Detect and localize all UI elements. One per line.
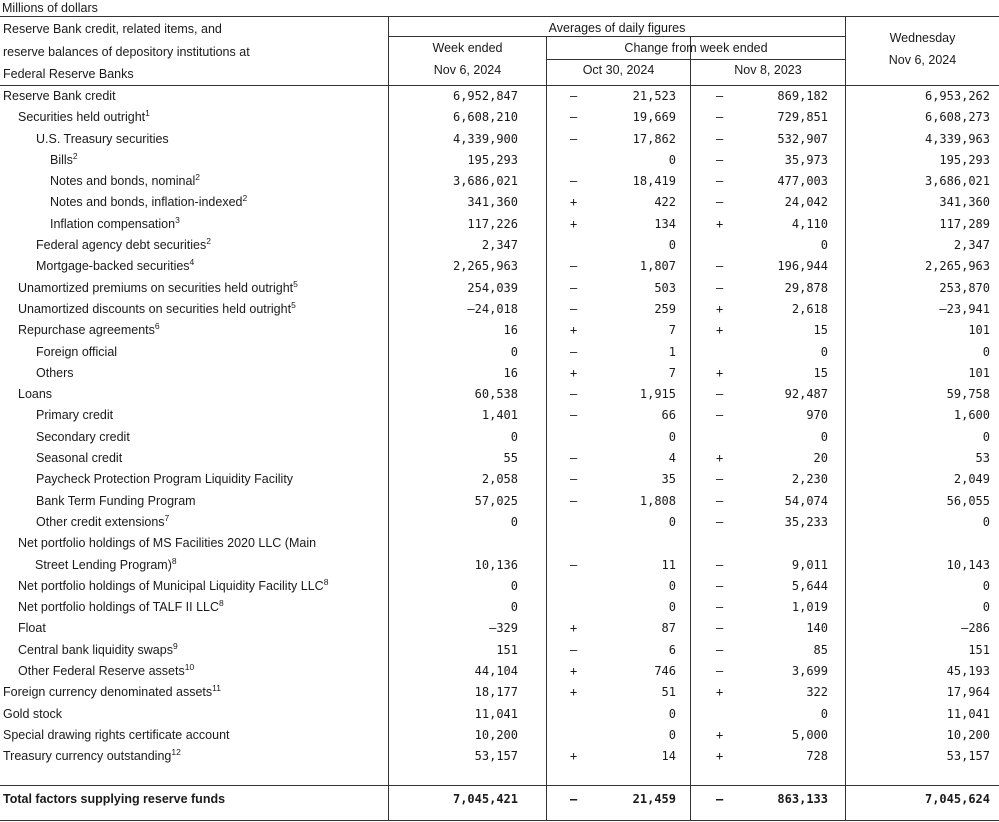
cell-sign-oct30: – bbox=[570, 89, 578, 103]
row-label: Notes and bonds, nominal$^2$ bbox=[50, 172, 200, 189]
footnote-marker: 7 bbox=[164, 512, 170, 523]
cell-change-nov8: 5,644 bbox=[791, 578, 828, 593]
cell-sign-oct30: – bbox=[570, 301, 578, 316]
cell-wednesday: 253,870 bbox=[939, 280, 990, 295]
row-label: Securities held outright$^1$ bbox=[18, 108, 150, 125]
column-header-wednesday: Wednesday bbox=[889, 31, 956, 45]
cell-sign-oct30: + bbox=[570, 685, 578, 700]
cell-change-oct30: 7 bbox=[668, 365, 676, 380]
cell-wednesday: 101 bbox=[968, 323, 990, 338]
table-row bbox=[0, 725, 999, 746]
cell-change-oct30: 746 bbox=[654, 664, 676, 679]
table-row bbox=[0, 86, 999, 107]
cell-wednesday: 53,157 bbox=[946, 749, 990, 764]
cell-wednesday: 195,293 bbox=[939, 152, 990, 167]
cell-change-nov8: 0 bbox=[820, 344, 828, 359]
table-row bbox=[0, 597, 999, 618]
cell-change-oct30: 0 bbox=[668, 578, 676, 593]
cell-sign-nov8: – bbox=[716, 493, 724, 508]
row-label: Unamortized premiums on securities held outright$^5$ bbox=[18, 278, 298, 295]
cell-change-nov8: 532,907 bbox=[777, 131, 828, 146]
cell-sign-nov8: + bbox=[716, 685, 724, 700]
cell-week-ended: 0 bbox=[510, 600, 518, 615]
table-spacer-row bbox=[0, 768, 999, 789]
cell-week-ended: 254,039 bbox=[467, 280, 518, 295]
cell-wednesday: 59,758 bbox=[946, 387, 990, 402]
cell-change-nov8: 15 bbox=[813, 323, 828, 338]
cell-week-ended: 11,041 bbox=[474, 706, 518, 721]
column-group-averages: Averages of daily figures bbox=[548, 21, 686, 35]
table-row bbox=[0, 129, 999, 150]
column-header-change-nov8: Nov 8, 2023 bbox=[734, 63, 802, 77]
table-row bbox=[0, 640, 999, 661]
footnote-marker: 5 bbox=[293, 278, 298, 289]
row-label: Foreign official bbox=[36, 344, 118, 359]
stub-header-line-3: Federal Reserve Banks bbox=[3, 67, 134, 81]
cell-wednesday: 45,193 bbox=[946, 664, 990, 679]
cell-week-ended: 7,045,421 bbox=[452, 791, 518, 806]
cell-wednesday: 1,600 bbox=[953, 408, 990, 423]
row-label: Mortgage-backed securities$^4$ bbox=[36, 257, 195, 274]
cell-wednesday: 4,339,963 bbox=[924, 131, 990, 146]
cell-sign-nov8: – bbox=[716, 387, 724, 402]
cell-week-ended: 0 bbox=[510, 578, 518, 593]
cell-change-nov8: 35,973 bbox=[784, 152, 828, 167]
cell-wednesday: 0 bbox=[982, 578, 990, 593]
cell-wednesday: 2,265,963 bbox=[924, 259, 990, 274]
cell-sign-oct30: – bbox=[570, 174, 578, 189]
cell-week-ended: 44,104 bbox=[474, 664, 518, 679]
cell-week-ended: 6,608,210 bbox=[452, 110, 518, 125]
table-row bbox=[0, 256, 999, 277]
cell-change-oct30: 1,915 bbox=[639, 387, 676, 402]
cell-week-ended: 341,360 bbox=[467, 195, 518, 210]
footnote-marker: 6 bbox=[154, 321, 160, 332]
cell-sign-oct30: – bbox=[570, 493, 578, 508]
cell-week-ended: 16 bbox=[503, 323, 518, 338]
cell-change-nov8: 0 bbox=[820, 706, 828, 721]
cell-sign-oct30: + bbox=[570, 749, 578, 764]
cell-sign-nov8: – bbox=[716, 280, 724, 295]
footnote-marker: 12 bbox=[171, 747, 181, 758]
cell-wednesday: 17,964 bbox=[946, 685, 990, 700]
cell-change-nov8: 477,003 bbox=[777, 174, 828, 189]
cell-change-nov8: 863,133 bbox=[777, 791, 828, 806]
cell-change-oct30: 1 bbox=[668, 344, 676, 359]
row-label: Total factors supplying reserve funds bbox=[3, 791, 226, 806]
cell-week-ended: 0 bbox=[510, 344, 518, 359]
stub-header-line-1: Reserve Bank credit, related items, and bbox=[3, 22, 222, 36]
cell-sign-nov8: – bbox=[716, 408, 724, 423]
row-label: Other credit extensions$^7$ bbox=[36, 512, 170, 529]
row-label: Primary credit bbox=[36, 408, 114, 423]
cell-change-oct30: 6 bbox=[668, 642, 676, 657]
row-label: Foreign currency denominated assets$^{11}$ bbox=[3, 683, 221, 700]
cell-wednesday: 101 bbox=[968, 365, 990, 380]
cell-week-ended: 2,347 bbox=[481, 238, 518, 253]
table-row bbox=[0, 171, 999, 192]
row-label: Treasury currency outstanding$^{12}$ bbox=[3, 747, 181, 764]
row-label: U.S. Treasury securities bbox=[36, 131, 169, 146]
cell-week-ended: 57,025 bbox=[474, 493, 518, 508]
table-row bbox=[0, 192, 999, 213]
column-header-week-ended-date: Nov 6, 2024 bbox=[433, 63, 502, 77]
cell-sign-oct30: – bbox=[570, 344, 578, 359]
cell-wednesday: 6,953,262 bbox=[924, 89, 990, 103]
cell-change-nov8: 729,851 bbox=[777, 110, 828, 125]
cell-sign-oct30: + bbox=[570, 621, 578, 636]
cell-sign-nov8: – bbox=[716, 600, 724, 615]
cell-change-nov8: 1,019 bbox=[791, 600, 828, 615]
cell-change-oct30: 134 bbox=[654, 216, 676, 231]
cell-week-ended: –329 bbox=[489, 621, 518, 636]
row-label: Gold stock bbox=[3, 706, 63, 721]
row-label: Bank Term Funding Program bbox=[36, 493, 196, 508]
cell-change-nov8: 35,233 bbox=[784, 514, 828, 529]
cell-change-oct30: 0 bbox=[668, 514, 676, 529]
footnote-marker: 1 bbox=[145, 108, 150, 119]
cell-sign-oct30: – bbox=[570, 131, 578, 146]
cell-change-nov8: 0 bbox=[820, 238, 828, 253]
cell-week-ended: 3,686,021 bbox=[452, 174, 518, 189]
cell-sign-nov8: – bbox=[716, 621, 724, 636]
cell-change-oct30: 66 bbox=[661, 408, 676, 423]
cell-sign-nov8: – bbox=[716, 472, 724, 487]
cell-change-oct30: 0 bbox=[668, 706, 676, 721]
cell-wednesday: 151 bbox=[968, 642, 990, 657]
row-label: Notes and bonds, inflation-indexed$^2$ bbox=[50, 193, 248, 210]
cell-week-ended: 1,401 bbox=[481, 408, 518, 423]
cell-wednesday: 6,608,273 bbox=[924, 110, 990, 125]
cell-wednesday: 2,347 bbox=[953, 238, 990, 253]
row-label: Reserve Bank credit bbox=[3, 89, 116, 103]
cell-wednesday: 2,049 bbox=[953, 472, 990, 487]
row-label: Unamortized discounts on securities held outright$^5$ bbox=[18, 299, 296, 316]
footnote-marker: 2 bbox=[72, 150, 78, 161]
cell-sign-nov8: – bbox=[716, 195, 724, 210]
cell-change-nov8: 140 bbox=[806, 621, 828, 636]
cell-change-nov8: 85 bbox=[813, 642, 828, 657]
row-label: Inflation compensation$^3$ bbox=[50, 214, 180, 231]
cell-week-ended: 18,177 bbox=[474, 685, 518, 700]
column-header-change-oct30: Oct 30, 2024 bbox=[582, 63, 655, 77]
cell-week-ended: 0 bbox=[510, 514, 518, 529]
cell-sign-nov8: – bbox=[716, 791, 724, 806]
footnote-marker: 2 bbox=[195, 172, 200, 183]
footnote-marker: 8 bbox=[171, 555, 177, 566]
cell-sign-oct30: – bbox=[570, 557, 578, 572]
cell-week-ended: 55 bbox=[503, 451, 518, 466]
cell-sign-nov8: – bbox=[716, 578, 724, 593]
cell-change-nov8: 970 bbox=[806, 408, 828, 423]
table-row bbox=[0, 235, 999, 256]
table-row bbox=[0, 512, 999, 533]
cell-sign-oct30: – bbox=[570, 408, 578, 423]
cell-wednesday: 10,200 bbox=[946, 727, 990, 742]
cell-sign-oct30: – bbox=[570, 280, 578, 295]
cell-wednesday: –286 bbox=[961, 621, 990, 636]
cell-sign-nov8: + bbox=[716, 301, 724, 316]
cell-sign-oct30: – bbox=[570, 110, 578, 125]
cell-change-nov8: 4,110 bbox=[791, 216, 828, 231]
footnote-marker: 11 bbox=[212, 683, 221, 694]
cell-week-ended: –24,018 bbox=[467, 301, 518, 316]
cell-change-nov8: 3,699 bbox=[791, 664, 828, 679]
cell-change-oct30: 0 bbox=[668, 600, 676, 615]
table-row bbox=[0, 299, 999, 320]
table-row bbox=[0, 448, 999, 469]
cell-change-oct30: 11 bbox=[661, 557, 676, 572]
row-label-continuation: Street Lending Program)$^8$ bbox=[35, 555, 177, 572]
table-row bbox=[0, 405, 999, 426]
cell-sign-nov8: + bbox=[716, 323, 724, 338]
cell-week-ended: 16 bbox=[503, 365, 518, 380]
cell-wednesday: 0 bbox=[982, 344, 990, 359]
cell-change-nov8: 0 bbox=[820, 429, 828, 444]
table-row bbox=[0, 704, 999, 725]
cell-sign-nov8: – bbox=[716, 152, 724, 167]
cell-wednesday: 56,055 bbox=[946, 493, 990, 508]
stub-header bbox=[3, 18, 383, 86]
footnote-marker: 10 bbox=[184, 661, 195, 672]
cell-change-nov8: 29,878 bbox=[784, 280, 828, 295]
units-caption: Millions of dollars bbox=[2, 1, 98, 15]
cell-wednesday: 7,045,624 bbox=[924, 791, 990, 806]
row-label: Paycheck Protection Program Liquidity Facility bbox=[36, 472, 294, 487]
cell-wednesday: 3,686,021 bbox=[924, 174, 990, 189]
cell-wednesday: 117,289 bbox=[939, 216, 990, 231]
cell-sign-nov8: – bbox=[716, 514, 724, 529]
cell-change-oct30: 17,862 bbox=[632, 131, 676, 146]
cell-wednesday: 341,360 bbox=[939, 195, 990, 210]
cell-week-ended: 4,339,900 bbox=[452, 131, 518, 146]
cell-sign-oct30: – bbox=[570, 791, 578, 806]
table-row bbox=[0, 150, 999, 171]
cell-wednesday: –23,941 bbox=[939, 301, 990, 316]
cell-change-oct30: 422 bbox=[654, 195, 676, 210]
cell-change-nov8: 54,074 bbox=[784, 493, 828, 508]
cell-week-ended: 53,157 bbox=[474, 749, 518, 764]
row-label: Secondary credit bbox=[36, 429, 130, 444]
cell-change-oct30: 18,419 bbox=[632, 174, 676, 189]
row-label: Float bbox=[18, 621, 46, 636]
cell-wednesday: 0 bbox=[982, 429, 990, 444]
cell-change-nov8: 24,042 bbox=[784, 195, 828, 210]
table-row bbox=[0, 427, 999, 448]
cell-change-nov8: 9,011 bbox=[791, 557, 828, 572]
cell-change-nov8: 2,230 bbox=[791, 472, 828, 487]
table-row bbox=[0, 576, 999, 597]
cell-sign-nov8: – bbox=[716, 259, 724, 274]
cell-sign-oct30: + bbox=[570, 323, 578, 338]
footnote-marker: 9 bbox=[172, 640, 178, 651]
cell-sign-nov8: + bbox=[716, 451, 724, 466]
cell-change-nov8: 15 bbox=[813, 365, 828, 380]
row-label: Federal agency debt securities$^2$ bbox=[36, 235, 211, 253]
table-row bbox=[0, 469, 999, 490]
table-row bbox=[0, 320, 999, 341]
footnote-marker: 2 bbox=[206, 235, 211, 246]
cell-change-oct30: 21,459 bbox=[632, 791, 676, 806]
cell-sign-oct30: + bbox=[570, 365, 578, 380]
table-row bbox=[0, 278, 999, 299]
row-label: Bills$^2$ bbox=[50, 150, 78, 167]
column-group-change: Change from week ended bbox=[624, 41, 768, 55]
cell-change-nov8: 20 bbox=[813, 451, 828, 466]
cell-week-ended: 0 bbox=[510, 429, 518, 444]
column-header-week-ended: Week ended bbox=[432, 41, 503, 55]
cell-sign-nov8: – bbox=[716, 174, 724, 189]
cell-sign-oct30: – bbox=[570, 472, 578, 487]
footnote-marker: 8 bbox=[323, 576, 329, 587]
row-label: Other Federal Reserve assets$^{10}$ bbox=[18, 661, 195, 679]
footnote-marker: 4 bbox=[189, 257, 195, 268]
cell-sign-nov8: – bbox=[716, 642, 724, 657]
cell-week-ended: 6,952,847 bbox=[452, 89, 518, 103]
cell-change-oct30: 51 bbox=[661, 685, 676, 700]
cell-change-oct30: 4 bbox=[668, 451, 676, 466]
cell-change-oct30: 0 bbox=[668, 727, 676, 742]
table-row bbox=[0, 107, 999, 128]
table-row bbox=[0, 214, 999, 235]
cell-sign-oct30: + bbox=[570, 216, 578, 231]
footnote-marker: 2 bbox=[242, 193, 248, 204]
cell-change-oct30: 14 bbox=[661, 749, 676, 764]
cell-sign-oct30: – bbox=[570, 642, 578, 657]
cell-change-nov8: 2,618 bbox=[791, 301, 828, 316]
cell-change-oct30: 0 bbox=[668, 238, 676, 253]
cell-sign-nov8: – bbox=[716, 557, 724, 572]
cell-sign-oct30: – bbox=[570, 387, 578, 402]
table-row bbox=[0, 533, 999, 576]
row-label: Special drawing rights certificate account bbox=[3, 727, 230, 742]
cell-change-oct30: 259 bbox=[654, 301, 676, 316]
footnote-marker: 8 bbox=[219, 597, 224, 608]
cell-week-ended: 2,265,963 bbox=[452, 259, 518, 274]
stub-header-line-2: reserve balances of depository institutions at bbox=[3, 44, 250, 59]
cell-wednesday: 10,143 bbox=[946, 557, 990, 572]
row-label: Repurchase agreements$^6$ bbox=[18, 321, 160, 338]
cell-change-nov8: 196,944 bbox=[777, 259, 828, 274]
table-row bbox=[0, 661, 999, 682]
cell-change-nov8: 322 bbox=[806, 685, 828, 700]
cell-change-oct30: 21,523 bbox=[632, 89, 676, 103]
cell-sign-nov8: + bbox=[716, 749, 724, 764]
table-bottom-rule bbox=[0, 820, 999, 821]
cell-sign-nov8: – bbox=[716, 89, 724, 103]
cell-sign-oct30: + bbox=[570, 195, 578, 210]
cell-change-oct30: 1,808 bbox=[639, 493, 676, 508]
footnote-marker: 3 bbox=[175, 214, 180, 225]
cell-week-ended: 117,226 bbox=[467, 216, 518, 231]
cell-sign-oct30: + bbox=[570, 664, 578, 679]
cell-change-oct30: 1,807 bbox=[639, 259, 676, 274]
cell-sign-nov8: + bbox=[716, 727, 724, 742]
cell-wednesday: 0 bbox=[982, 600, 990, 615]
cell-wednesday: 11,041 bbox=[946, 706, 990, 721]
cell-change-oct30: 87 bbox=[661, 621, 676, 636]
cell-week-ended: 151 bbox=[496, 642, 518, 657]
cell-change-nov8: 92,487 bbox=[784, 387, 828, 402]
row-label: Seasonal credit bbox=[36, 451, 123, 466]
row-label: Loans bbox=[18, 387, 53, 402]
row-label: Central bank liquidity swaps$^9$ bbox=[18, 640, 178, 657]
cell-change-oct30: 0 bbox=[668, 152, 676, 167]
cell-change-oct30: 503 bbox=[654, 280, 676, 295]
cell-change-oct30: 19,669 bbox=[632, 110, 676, 125]
table-row bbox=[0, 491, 999, 512]
table-row bbox=[0, 618, 999, 639]
cell-sign-nov8: – bbox=[716, 664, 724, 679]
table-row bbox=[0, 746, 999, 767]
cell-change-oct30: 35 bbox=[661, 472, 676, 487]
table-row bbox=[0, 384, 999, 405]
cell-wednesday: 53 bbox=[975, 451, 990, 466]
cell-change-oct30: 0 bbox=[668, 429, 676, 444]
footnote-marker: 5 bbox=[291, 299, 296, 310]
cell-week-ended: 10,136 bbox=[474, 557, 518, 572]
row-label: Net portfolio holdings of Municipal Liquidity Facility LLC$^8$ bbox=[18, 576, 329, 593]
cell-wednesday: 0 bbox=[982, 514, 990, 529]
cell-week-ended: 2,058 bbox=[481, 472, 518, 487]
cell-sign-oct30: – bbox=[570, 451, 578, 466]
row-label: Others bbox=[36, 365, 74, 380]
cell-sign-oct30: – bbox=[570, 259, 578, 274]
column-header-wednesday-date: Nov 6, 2024 bbox=[888, 53, 957, 67]
cell-sign-nov8: + bbox=[716, 216, 724, 231]
table-row bbox=[0, 682, 999, 703]
cell-sign-nov8: – bbox=[716, 110, 724, 125]
table-row bbox=[0, 789, 999, 810]
cell-week-ended: 195,293 bbox=[467, 152, 518, 167]
cell-week-ended: 60,538 bbox=[474, 387, 518, 402]
cell-sign-nov8: – bbox=[716, 131, 724, 146]
cell-change-nov8: 5,000 bbox=[791, 727, 828, 742]
cell-change-oct30: 7 bbox=[668, 323, 676, 338]
row-label: Net portfolio holdings of MS Facilities 2020 LLC (Main Street Lending Program)$^8$ bbox=[0, 533, 398, 576]
table-row bbox=[0, 363, 999, 384]
cell-change-nov8: 728 bbox=[806, 749, 828, 764]
cell-sign-nov8: + bbox=[716, 365, 724, 380]
table-body bbox=[0, 86, 999, 810]
table-row bbox=[0, 342, 999, 363]
row-label: Net portfolio holdings of TALF II LLC$^8$ bbox=[18, 597, 224, 615]
cell-change-nov8: 869,182 bbox=[777, 89, 828, 103]
cell-week-ended: 10,200 bbox=[474, 727, 518, 742]
